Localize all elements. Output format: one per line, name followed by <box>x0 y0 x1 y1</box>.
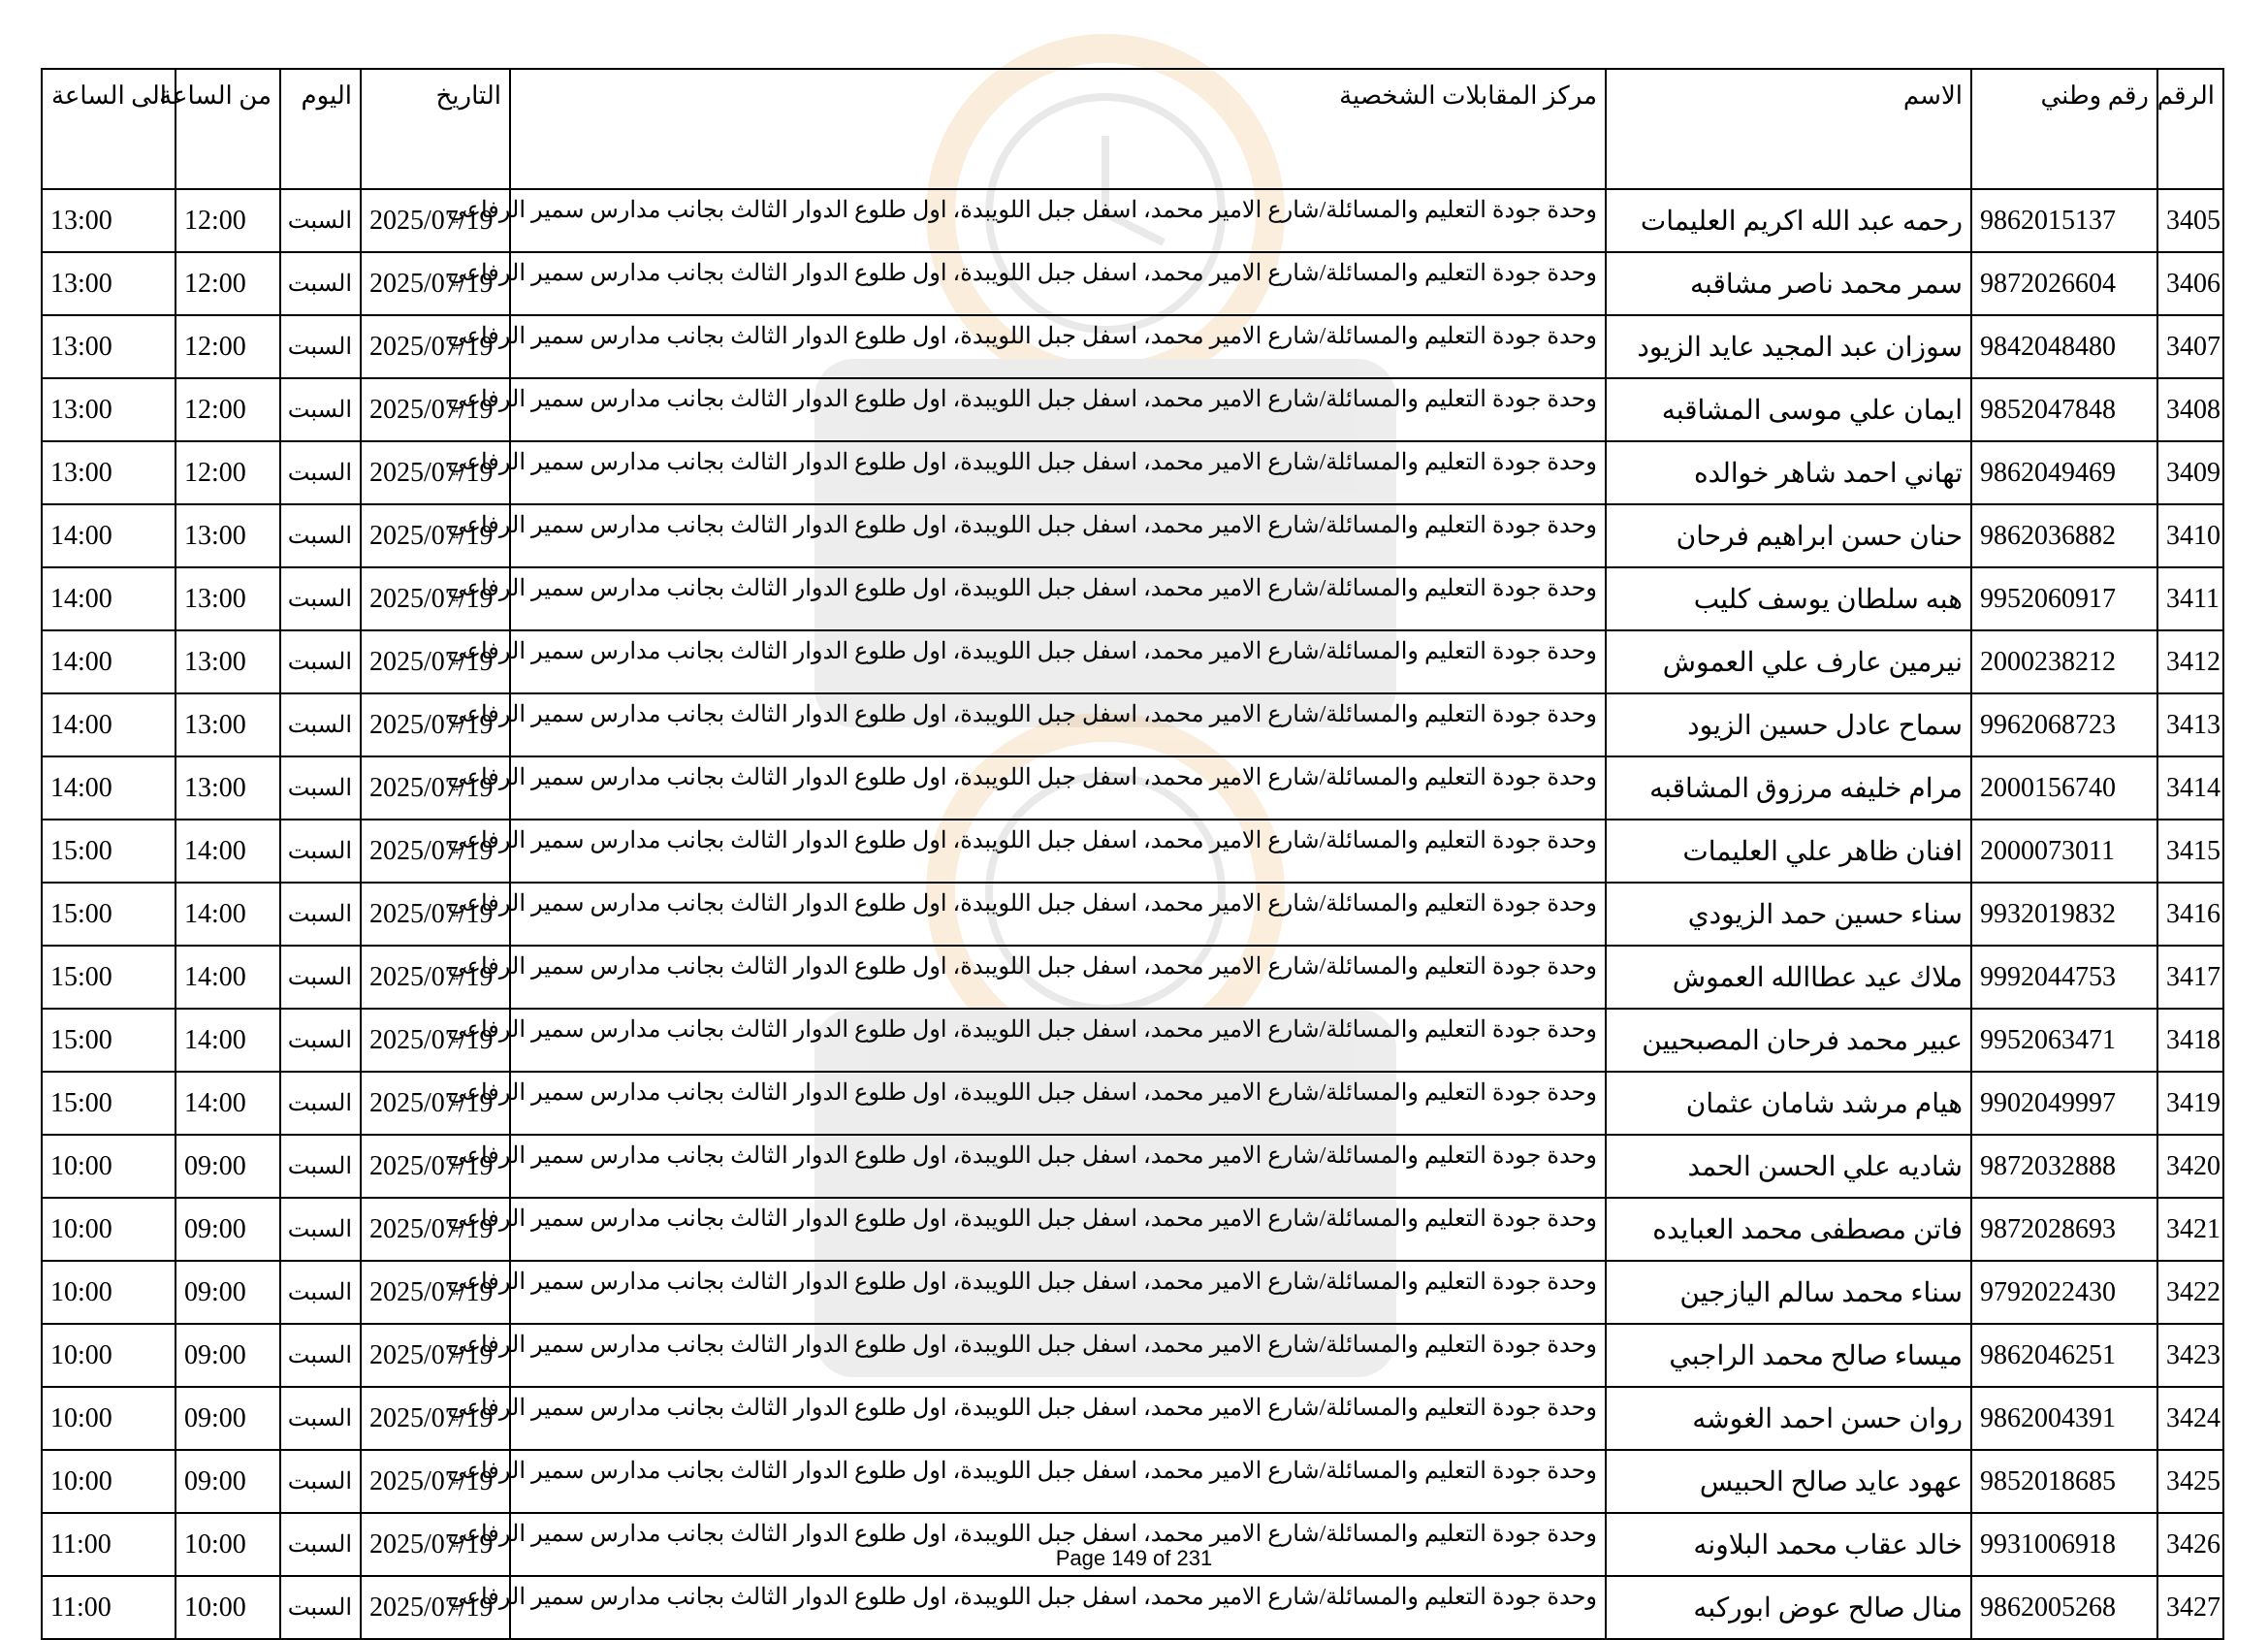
table-row <box>42 1387 2223 1450</box>
row-center: وحدة جودة التعليم والمسائلة/شارع الامير محمد، اسفل جبل اللويبدة، اول طلوع الدوار الثالث بجانب مدارس سمير الرفاعي <box>510 1072 1606 1135</box>
row-name: نيرمين عارف علي العموش <box>1606 630 1971 693</box>
table-row <box>42 693 2223 756</box>
row-national-id: 2000238212 <box>1971 630 2157 693</box>
header-name: الاسم <box>1606 69 1971 189</box>
row-to-time: 14:00 <box>42 630 176 693</box>
row-to-time: 13:00 <box>42 378 176 441</box>
header-id: الرقم <box>2157 69 2223 189</box>
row-date: 2025/07/19 <box>361 504 510 567</box>
schedule-table <box>41 68 2224 1640</box>
row-date: 2025/07/19 <box>361 756 510 820</box>
row-from-time: 13:00 <box>176 504 280 567</box>
row-id: 3407 <box>2157 315 2223 378</box>
row-date: 2025/07/19 <box>361 883 510 946</box>
header-from-time: من الساعة <box>176 69 280 189</box>
row-day: السبت <box>280 378 361 441</box>
row-id: 3421 <box>2157 1198 2223 1261</box>
row-center: وحدة جودة التعليم والمسائلة/شارع الامير محمد، اسفل جبل اللويبدة، اول طلوع الدوار الثالث بجانب مدارس سمير الرفاعي <box>510 1009 1606 1072</box>
row-day: السبت <box>280 1513 361 1576</box>
row-day: السبت <box>280 820 361 883</box>
table-row <box>42 1009 2223 1072</box>
row-center: وحدة جودة التعليم والمسائلة/شارع الامير محمد، اسفل جبل اللويبدة، اول طلوع الدوار الثالث بجانب مدارس سمير الرفاعي <box>510 1513 1606 1576</box>
row-name: عهود عايد صالح الحبيس <box>1606 1450 1971 1513</box>
row-to-time: 13:00 <box>42 441 176 504</box>
row-from-time: 12:00 <box>176 252 280 315</box>
row-from-time: 09:00 <box>176 1450 280 1513</box>
row-center: وحدة جودة التعليم والمسائلة/شارع الامير محمد، اسفل جبل اللويبدة، اول طلوع الدوار الثالث بجانب مدارس سمير الرفاعي <box>510 315 1606 378</box>
row-center: وحدة جودة التعليم والمسائلة/شارع الامير محمد، اسفل جبل اللويبدة، اول طلوع الدوار الثالث بجانب مدارس سمير الرفاعي <box>510 567 1606 630</box>
row-date: 2025/07/19 <box>361 1135 510 1198</box>
row-name: فاتن مصطفى محمد العبايده <box>1606 1198 1971 1261</box>
row-day: السبت <box>280 1009 361 1072</box>
row-from-time: 12:00 <box>176 315 280 378</box>
header-day: اليوم <box>280 69 361 189</box>
row-day: السبت <box>280 189 361 252</box>
row-day: السبت <box>280 315 361 378</box>
row-date: 2025/07/19 <box>361 946 510 1009</box>
row-name: سمر محمد ناصر مشاقبه <box>1606 252 1971 315</box>
row-center: وحدة جودة التعليم والمسائلة/شارع الامير محمد، اسفل جبل اللويبدة، اول طلوع الدوار الثالث بجانب مدارس سمير الرفاعي <box>510 1576 1606 1639</box>
row-from-time: 13:00 <box>176 567 280 630</box>
row-center: وحدة جودة التعليم والمسائلة/شارع الامير محمد، اسفل جبل اللويبدة، اول طلوع الدوار الثالث بجانب مدارس سمير الرفاعي <box>510 504 1606 567</box>
row-id: 3425 <box>2157 1450 2223 1513</box>
row-from-time: 14:00 <box>176 820 280 883</box>
row-national-id: 9852018685 <box>1971 1450 2157 1513</box>
row-to-time: 10:00 <box>42 1261 176 1324</box>
row-id: 3408 <box>2157 378 2223 441</box>
row-name: ميساء صالح محمد الراجبي <box>1606 1324 1971 1387</box>
row-center: وحدة جودة التعليم والمسائلة/شارع الامير محمد، اسفل جبل اللويبدة، اول طلوع الدوار الثالث بجانب مدارس سمير الرفاعي <box>510 441 1606 504</box>
row-id: 3410 <box>2157 504 2223 567</box>
table-row <box>42 756 2223 820</box>
row-name: منال صالح عوض ابوركبه <box>1606 1576 1971 1639</box>
table-row <box>42 315 2223 378</box>
row-to-time: 14:00 <box>42 756 176 820</box>
row-center: وحدة جودة التعليم والمسائلة/شارع الامير محمد، اسفل جبل اللويبدة، اول طلوع الدوار الثالث بجانب مدارس سمير الرفاعي <box>510 1135 1606 1198</box>
row-date: 2025/07/19 <box>361 315 510 378</box>
row-from-time: 13:00 <box>176 756 280 820</box>
row-name: سماح عادل حسين الزيود <box>1606 693 1971 756</box>
table-row <box>42 567 2223 630</box>
row-date: 2025/07/19 <box>361 189 510 252</box>
table-row <box>42 378 2223 441</box>
table-row <box>42 1576 2223 1639</box>
row-to-time: 11:00 <box>42 1576 176 1639</box>
row-day: السبت <box>280 567 361 630</box>
row-center: وحدة جودة التعليم والمسائلة/شارع الامير محمد، اسفل جبل اللويبدة، اول طلوع الدوار الثالث بجانب مدارس سمير الرفاعي <box>510 1324 1606 1387</box>
row-national-id: 9872032888 <box>1971 1135 2157 1198</box>
row-center: وحدة جودة التعليم والمسائلة/شارع الامير محمد، اسفل جبل اللويبدة، اول طلوع الدوار الثالث بجانب مدارس سمير الرفاعي <box>510 820 1606 883</box>
row-day: السبت <box>280 756 361 820</box>
row-date: 2025/07/19 <box>361 1198 510 1261</box>
row-to-time: 10:00 <box>42 1324 176 1387</box>
row-name: مرام خليفه مرزوق المشاقبه <box>1606 756 1971 820</box>
row-national-id: 9862005268 <box>1971 1576 2157 1639</box>
row-name: افنان ظاهر علي العليمات <box>1606 820 1971 883</box>
row-id: 3423 <box>2157 1324 2223 1387</box>
row-date: 2025/07/19 <box>361 1261 510 1324</box>
row-name: هيام مرشد شامان عثمان <box>1606 1072 1971 1135</box>
row-day: السبت <box>280 252 361 315</box>
row-day: السبت <box>280 1198 361 1261</box>
row-from-time: 09:00 <box>176 1198 280 1261</box>
row-from-time: 09:00 <box>176 1261 280 1324</box>
row-to-time: 15:00 <box>42 883 176 946</box>
row-from-time: 09:00 <box>176 1135 280 1198</box>
row-national-id: 9862015137 <box>1971 189 2157 252</box>
table-row <box>42 1324 2223 1387</box>
row-date: 2025/07/19 <box>361 441 510 504</box>
row-from-time: 14:00 <box>176 1009 280 1072</box>
row-name: ايمان علي موسى المشاقبه <box>1606 378 1971 441</box>
row-day: السبت <box>280 504 361 567</box>
row-id: 3411 <box>2157 567 2223 630</box>
row-center: وحدة جودة التعليم والمسائلة/شارع الامير محمد، اسفل جبل اللويبدة، اول طلوع الدوار الثالث بجانب مدارس سمير الرفاعي <box>510 756 1606 820</box>
row-from-time: 13:00 <box>176 693 280 756</box>
row-to-time: 13:00 <box>42 315 176 378</box>
page-footer: Page 149 of 231 <box>1055 1546 1213 1570</box>
row-from-time: 09:00 <box>176 1387 280 1450</box>
row-day: السبت <box>280 1324 361 1387</box>
row-center: وحدة جودة التعليم والمسائلة/شارع الامير محمد، اسفل جبل اللويبدة، اول طلوع الدوار الثالث بجانب مدارس سمير الرفاعي <box>510 252 1606 315</box>
row-name: روان حسن احمد الغوشه <box>1606 1387 1971 1450</box>
row-to-time: 14:00 <box>42 504 176 567</box>
table-row <box>42 1450 2223 1513</box>
row-name: شاديه علي الحسن الحمد <box>1606 1135 1971 1198</box>
row-center: وحدة جودة التعليم والمسائلة/شارع الامير محمد، اسفل جبل اللويبدة، اول طلوع الدوار الثالث بجانب مدارس سمير الرفاعي <box>510 1450 1606 1513</box>
row-id: 3427 <box>2157 1576 2223 1639</box>
row-from-time: 10:00 <box>176 1513 280 1576</box>
row-name: هبه سلطان يوسف كليب <box>1606 567 1971 630</box>
row-national-id: 9962068723 <box>1971 693 2157 756</box>
row-to-time: 15:00 <box>42 1072 176 1135</box>
row-from-time: 14:00 <box>176 1072 280 1135</box>
row-id: 3414 <box>2157 756 2223 820</box>
table-row <box>42 441 2223 504</box>
row-to-time: 14:00 <box>42 567 176 630</box>
row-name: خالد عقاب محمد البلاونه <box>1606 1513 1971 1576</box>
row-name: تهاني احمد شاهر خوالده <box>1606 441 1971 504</box>
row-date: 2025/07/19 <box>361 567 510 630</box>
row-id: 3419 <box>2157 1072 2223 1135</box>
row-national-id: 9842048480 <box>1971 315 2157 378</box>
row-id: 3409 <box>2157 441 2223 504</box>
row-id: 3422 <box>2157 1261 2223 1324</box>
table-row <box>42 883 2223 946</box>
row-day: السبت <box>280 1387 361 1450</box>
row-center: وحدة جودة التعليم والمسائلة/شارع الامير محمد، اسفل جبل اللويبدة، اول طلوع الدوار الثالث بجانب مدارس سمير الرفاعي <box>510 1261 1606 1324</box>
row-day: السبت <box>280 1135 361 1198</box>
row-from-time: 12:00 <box>176 189 280 252</box>
row-to-time: 13:00 <box>42 252 176 315</box>
row-name: سناء محمد سالم اليازجين <box>1606 1261 1971 1324</box>
row-date: 2025/07/19 <box>361 1072 510 1135</box>
row-date: 2025/07/19 <box>361 252 510 315</box>
row-national-id: 2000156740 <box>1971 756 2157 820</box>
row-date: 2025/07/19 <box>361 1513 510 1576</box>
row-national-id: 9792022430 <box>1971 1261 2157 1324</box>
row-national-id: 9862049469 <box>1971 441 2157 504</box>
row-to-time: 13:00 <box>42 189 176 252</box>
table-row <box>42 630 2223 693</box>
row-from-time: 14:00 <box>176 883 280 946</box>
row-center: وحدة جودة التعليم والمسائلة/شارع الامير محمد، اسفل جبل اللويبدة، اول طلوع الدوار الثالث بجانب مدارس سمير الرفاعي <box>510 378 1606 441</box>
row-national-id: 9862046251 <box>1971 1324 2157 1387</box>
row-national-id: 9931006918 <box>1971 1513 2157 1576</box>
row-from-time: 12:00 <box>176 378 280 441</box>
row-day: السبت <box>280 441 361 504</box>
row-id: 3405 <box>2157 189 2223 252</box>
table-header-row <box>42 69 2223 189</box>
row-date: 2025/07/19 <box>361 1576 510 1639</box>
row-day: السبت <box>280 1261 361 1324</box>
row-id: 3413 <box>2157 693 2223 756</box>
row-to-time: 15:00 <box>42 1009 176 1072</box>
row-national-id: 9862004391 <box>1971 1387 2157 1450</box>
row-name: سوزان عبد المجيد عايد الزيود <box>1606 315 1971 378</box>
row-name: سناء حسين حمد الزيودي <box>1606 883 1971 946</box>
table-row <box>42 946 2223 1009</box>
row-name: رحمه عبد الله اكريم العليمات <box>1606 189 1971 252</box>
table-row <box>42 820 2223 883</box>
row-id: 3426 <box>2157 1513 2223 1576</box>
row-day: السبت <box>280 1576 361 1639</box>
row-center: وحدة جودة التعليم والمسائلة/شارع الامير محمد، اسفل جبل اللويبدة، اول طلوع الدوار الثالث بجانب مدارس سمير الرفاعي <box>510 946 1606 1009</box>
row-id: 3417 <box>2157 946 2223 1009</box>
table-row <box>42 1072 2223 1135</box>
row-national-id: 9902049997 <box>1971 1072 2157 1135</box>
table-row <box>42 252 2223 315</box>
row-date: 2025/07/19 <box>361 378 510 441</box>
row-national-id: 9872028693 <box>1971 1198 2157 1261</box>
row-center: وحدة جودة التعليم والمسائلة/شارع الامير محمد، اسفل جبل اللويبدة، اول طلوع الدوار الثالث بجانب مدارس سمير الرفاعي <box>510 1198 1606 1261</box>
header-date: التاريخ <box>361 69 510 189</box>
row-day: السبت <box>280 693 361 756</box>
row-to-time: 14:00 <box>42 693 176 756</box>
row-day: السبت <box>280 630 361 693</box>
row-date: 2025/07/19 <box>361 1324 510 1387</box>
row-from-time: 10:00 <box>176 1576 280 1639</box>
row-name: عبير محمد فرحان المصبحيين <box>1606 1009 1971 1072</box>
row-id: 3412 <box>2157 630 2223 693</box>
row-national-id: 2000073011 <box>1971 820 2157 883</box>
table-row <box>42 504 2223 567</box>
row-id: 3424 <box>2157 1387 2223 1450</box>
row-name: ملاك عيد عطاالله العموش <box>1606 946 1971 1009</box>
row-national-id: 9932019832 <box>1971 883 2157 946</box>
table-row <box>42 189 2223 252</box>
row-to-time: 10:00 <box>42 1450 176 1513</box>
table-row <box>42 1135 2223 1198</box>
row-from-time: 13:00 <box>176 630 280 693</box>
row-day: السبت <box>280 1450 361 1513</box>
row-date: 2025/07/19 <box>361 693 510 756</box>
row-to-time: 11:00 <box>42 1513 176 1576</box>
row-national-id: 9992044753 <box>1971 946 2157 1009</box>
row-id: 3416 <box>2157 883 2223 946</box>
row-national-id: 9862036882 <box>1971 504 2157 567</box>
row-id: 3420 <box>2157 1135 2223 1198</box>
schedule-table-container <box>41 68 2222 1640</box>
row-id: 3406 <box>2157 252 2223 315</box>
row-from-time: 09:00 <box>176 1324 280 1387</box>
row-date: 2025/07/19 <box>361 1009 510 1072</box>
row-id: 3415 <box>2157 820 2223 883</box>
table-row <box>42 1198 2223 1261</box>
row-national-id: 9952063471 <box>1971 1009 2157 1072</box>
header-center: مركز المقابلات الشخصية <box>510 69 1606 189</box>
row-center: وحدة جودة التعليم والمسائلة/شارع الامير محمد، اسفل جبل اللويبدة، اول طلوع الدوار الثالث بجانب مدارس سمير الرفاعي <box>510 693 1606 756</box>
row-id: 3418 <box>2157 1009 2223 1072</box>
row-national-id: 9872026604 <box>1971 252 2157 315</box>
row-national-id: 9852047848 <box>1971 378 2157 441</box>
row-from-time: 12:00 <box>176 441 280 504</box>
row-day: السبت <box>280 946 361 1009</box>
row-center: وحدة جودة التعليم والمسائلة/شارع الامير محمد، اسفل جبل اللويبدة، اول طلوع الدوار الثالث بجانب مدارس سمير الرفاعي <box>510 630 1606 693</box>
row-center: وحدة جودة التعليم والمسائلة/شارع الامير محمد، اسفل جبل اللويبدة، اول طلوع الدوار الثالث بجانب مدارس سمير الرفاعي <box>510 1387 1606 1450</box>
table-row <box>42 1261 2223 1324</box>
row-day: السبت <box>280 883 361 946</box>
header-to-time: الى الساعة <box>42 69 176 189</box>
row-date: 2025/07/19 <box>361 1450 510 1513</box>
row-name: حنان حسن ابراهيم فرحان <box>1606 504 1971 567</box>
row-national-id: 9952060917 <box>1971 567 2157 630</box>
row-date: 2025/07/19 <box>361 630 510 693</box>
header-national-id: رقم وطني <box>1971 69 2157 189</box>
row-to-time: 10:00 <box>42 1387 176 1450</box>
row-to-time: 15:00 <box>42 946 176 1009</box>
row-to-time: 15:00 <box>42 820 176 883</box>
row-to-time: 10:00 <box>42 1198 176 1261</box>
row-day: السبت <box>280 1072 361 1135</box>
row-center: وحدة جودة التعليم والمسائلة/شارع الامير محمد، اسفل جبل اللويبدة، اول طلوع الدوار الثالث بجانب مدارس سمير الرفاعي <box>510 189 1606 252</box>
row-to-time: 10:00 <box>42 1135 176 1198</box>
row-from-time: 14:00 <box>176 946 280 1009</box>
row-date: 2025/07/19 <box>361 820 510 883</box>
row-center: وحدة جودة التعليم والمسائلة/شارع الامير محمد، اسفل جبل اللويبدة، اول طلوع الدوار الثالث بجانب مدارس سمير الرفاعي <box>510 883 1606 946</box>
row-date: 2025/07/19 <box>361 1387 510 1450</box>
